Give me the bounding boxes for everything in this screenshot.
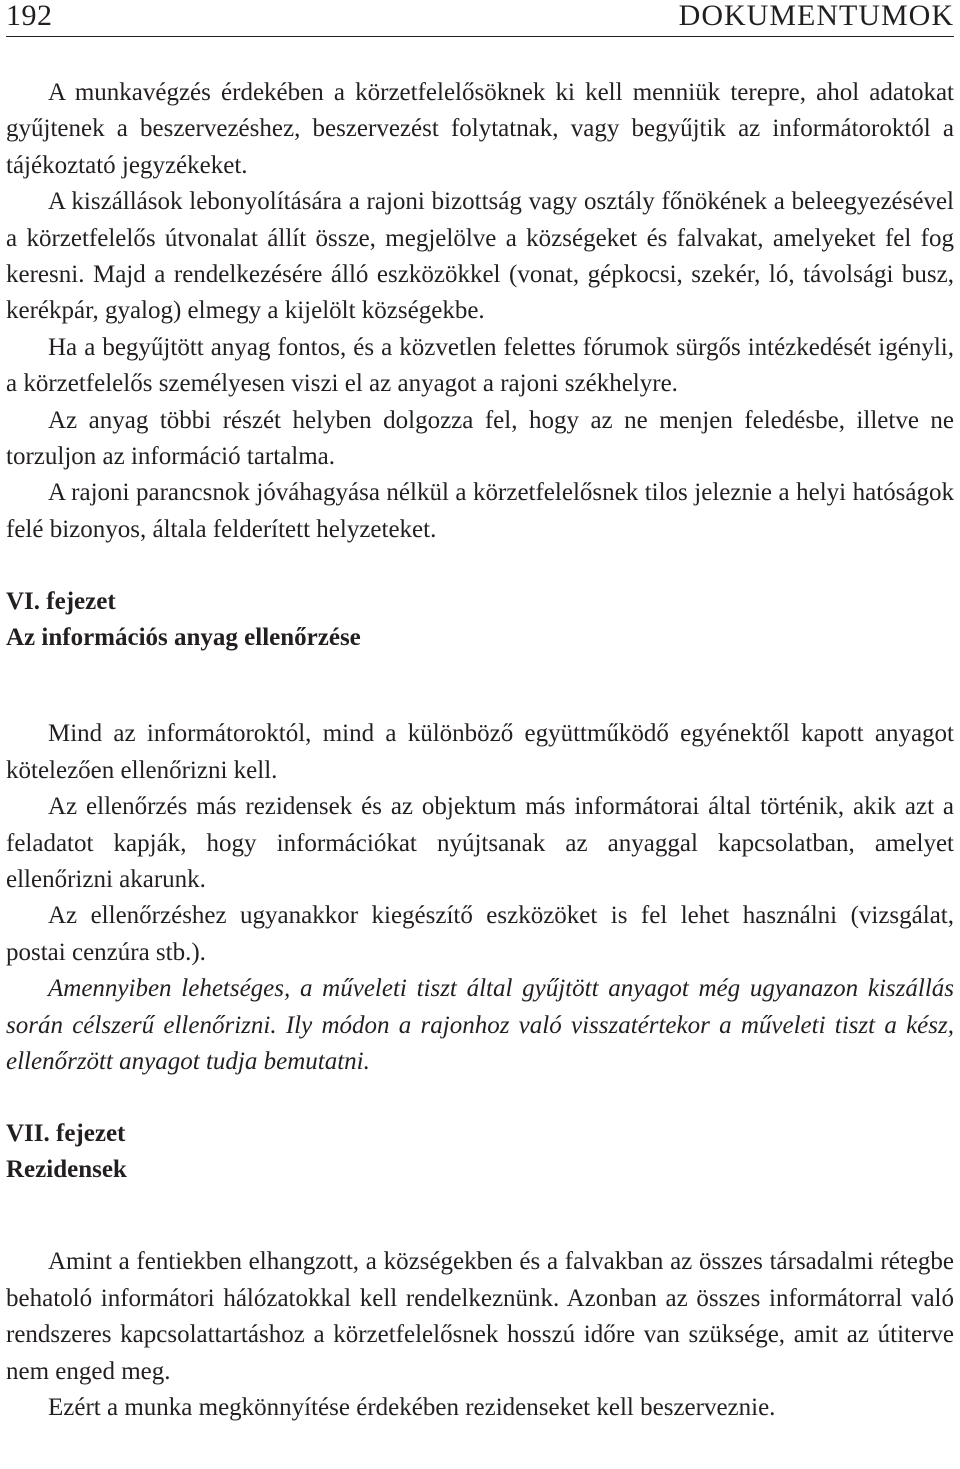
italic-paragraph: Amennyiben lehetséges, a műveleti tiszt által gyűjtött anyagot még ugyanazon kiszállás során célszerű ellenőrizni. Ily módon a rajonhoz való visszatértekor a műveleti tiszt a kész, ellenőrzött anyagot tudja bemutatni. [6,975,954,1075]
page-number: 192 [6,0,53,32]
paragraph: A munkavégzés érdekében a körzetfelelősöknek ki kell menniük terepre, ahol adatokat gyűjtenek a beszervezéshez, beszervezést folytatnak, vagy begyűjtik az informátoroktól a tájékoztató jegyzékeket. [6,79,954,179]
paragraph: A kiszállások lebonyolítására a rajoni bizottság vagy osztály főnökének a beleegyezésével a körzetfelelős útvonalat állít össze, megjelölve a községeket és falvakat, amelyeket fel fog keresni. Majd a rendelkezésére álló eszközökkel (vonat, gépkocsi, szekér, ló, távolsági busz, kerékpár, gyalog) elmegy a kijelölt községekbe. [6,188,954,325]
paragraph: Az ellenőrzés más rezidensek és az objektum más informátorai által történik, akik azt a feladatot kapják, hogy információkat nyújtsanak az anyaggal kapcsolatban, amelyet ellenőrizni akarunk. [6,793,954,893]
paragraph: A rajoni parancsnok jóváhagyása nélkül a körzetfelelősnek tilos jeleznie a helyi hatóságok felé bizonyos, általa felderített helyzeteket. [6,479,954,543]
chapter-label: VI. fejezet [6,588,116,616]
chapter-title: Az információs anyag ellenőrzése [6,624,361,652]
paragraph: Az ellenőrzéshez ugyanakkor kiegészítő eszközöket is fel lehet használni (vizsgálat, postai cenzúra stb.). [6,902,954,966]
chapter-label: VII. fejezet [6,1120,126,1148]
paragraph: Ezért a munka megkönnyítése érdekében rezidenseket kell beszerveznie. [48,1393,776,1421]
paragraph: Ha a begyűjtött anyag fontos, és a közvetlen felettes fórumok sürgős intézkedését igényli, a körzetfelelős személyesen viszi el az anyagot a rajoni székhelyre. [6,333,954,398]
paragraph: Amint a fentiekben elhangzott, a községekben és a falvakban az összes társadalmi rétegbe behatoló informátori hálózatokkal kell rendelkeznünk. Azonban az összes informátorral való rendszeres kapcsolattartáshoz a körzetfelelősnek hosszú időre van szüksége, amit az útiterve nem enged meg. [6,1248,954,1385]
page-header [6,0,954,37]
running-head: DOKUMENTUMOK [678,0,954,32]
paragraph: Az anyag többi részét helyben dolgozza fel, hogy az ne menjen feledésbe, illetve ne torzuljon az információ tartalma. [6,406,954,471]
paragraph: Mind az informátoroktól, mind a különböző együttműködő egyénektől kapott anyagot kötelezően ellenőrizni kell. [6,720,954,784]
page-body [6,75,954,1426]
chapter-title: Rezidensek [6,1156,127,1184]
